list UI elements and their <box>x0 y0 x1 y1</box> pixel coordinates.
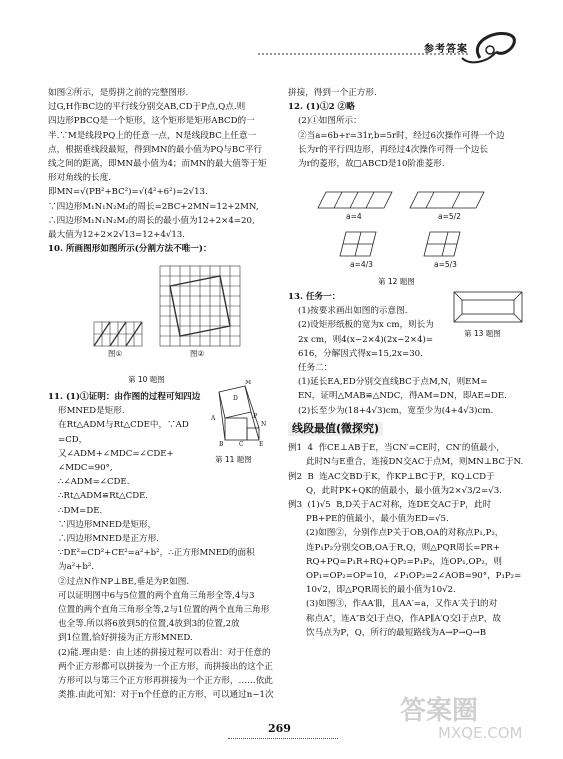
example-line: 例2 B 连AC交BD于K，作KP⊥BC于P，KQ⊥CD于 <box>288 471 495 482</box>
figure-label: a=5/2 <box>438 212 461 221</box>
svg-text:B: B <box>219 441 224 448</box>
text-line: ∵DE²=CD²+CE²=a²+b²，∴正方形MNED的面积 <box>58 548 255 559</box>
parallelogram-figure-icon <box>300 172 500 276</box>
figure-13 <box>450 288 530 342</box>
text-line: (2)①如图所示： <box>298 116 362 127</box>
text-line: (1)按要求画出如图的示意图. <box>298 306 408 317</box>
example-line: 此时N与E重合，连接DN交AC于点M，则MN⊥BC于N. <box>306 457 524 468</box>
svg-text:M: M <box>245 380 252 386</box>
text-line: ②过点N作NP⊥BE,垂足为P.如图. <box>58 576 190 587</box>
figure-label: a=5/3 <box>434 260 457 269</box>
figure-12-caption: 第 12 题图 <box>378 277 415 286</box>
example-line: (3)如图③，作AA′∥l，且AA′=a，又作A′关于l的对 <box>306 599 498 610</box>
text-line: 方形可以与第三个正方形再拼接为一个正方形，……依此 <box>58 676 273 687</box>
left-column <box>48 86 284 256</box>
text-line: 13. 任务一： <box>288 292 341 302</box>
text-line: 点，根据垂线段最短，得到MN的最小值为PQ与BC平行 <box>48 144 263 155</box>
svg-text:N: N <box>261 421 267 428</box>
example-line: 连P₁P₂分别交OB,OA于R,Q，则△PQR周长=PR+ <box>306 542 500 553</box>
example-line: Q，此时PK+QK的值最小，最小值为2×√3/2=√3. <box>306 485 502 496</box>
header-decoration-icon <box>0 0 563 72</box>
svg-text:A: A <box>211 415 216 422</box>
text-line: 可以证明图中6与5位置的两个直角三角形全等,4与3 <box>58 590 255 601</box>
text-line: 任务二： <box>298 363 333 374</box>
svg-text:D: D <box>233 395 238 402</box>
text-line: 到1位置,恰好拼接为正方形MNED. <box>58 633 193 644</box>
watermark-url: MXQE.COM <box>438 724 523 742</box>
text-line: 在Rt△ADM与Rt△CDE中，∵AD <box>58 420 189 431</box>
text-line: 2x cm，则4(x−2×4)(2x−2×4)= <box>298 334 434 345</box>
text-line: 最大值为12+2×2√13=12+4√13. <box>48 230 186 241</box>
figure-10 <box>90 262 290 372</box>
figure-10-caption: 第 10 题图 <box>128 375 165 384</box>
figure-11 <box>205 380 285 464</box>
text-line: 形对角线的长度. <box>48 173 111 184</box>
text-line: 12. (1)①2 ②略 <box>288 102 355 113</box>
text-line: 即MN=√(PB²+BC²)=√(4²+6²)=2√13. <box>48 187 208 198</box>
text-line: (1)延长EA,ED分别交直线BC于点M,N，则EM= <box>298 377 488 388</box>
section-title: 线段最值(微探究) <box>288 422 383 436</box>
page-number: 269 <box>268 722 291 735</box>
text-line: ∴四边形M₁N₁N₂M₂的周长的最小值为12+2×4=20, <box>48 215 255 226</box>
text-line: ∵四边形M₁N₁N₂M₂的周长=2BC+2MN=12+2MN, <box>48 201 259 212</box>
page-header <box>0 0 563 72</box>
text-line: ∴DM=DE. <box>58 505 103 516</box>
text-line: 线之间的距离，即MN最小值为4；而MN的最大值等于矩 <box>48 159 267 170</box>
example-line: PB+PE的值最小，最小值为ED=√5. <box>306 514 449 525</box>
svg-text:C: C <box>239 441 244 448</box>
text-line: 位置的两个直角三角形全等,2与1位置的两个直角三角形 <box>58 605 270 616</box>
example-line: OP₁=OP₂=OP=10，∠P₁OP₂=2∠AOB=90°，P₁P₂= <box>306 571 522 582</box>
svg-text:E: E <box>259 441 264 448</box>
right-column <box>288 86 524 171</box>
figure-label: a=4 <box>346 212 362 221</box>
figure-label: 图① <box>108 349 123 358</box>
section-segment-extremum <box>288 422 528 640</box>
example-line: RQ+PQ=P₁R+RQ+QP₂=P₁P₂，连OP₁,OP₂，则 <box>306 556 502 567</box>
example-line: 例1 4 作CE⊥AB于E，当CN′=CE时，CN′的值最小， <box>288 443 505 454</box>
text-line: 11. (1)①证明：由作图的过程可知四边 <box>48 392 201 402</box>
text-line: 类推.由此可知：对于n个任意的正方形，可以通过n−1次 <box>58 690 274 701</box>
text-line: ∴Rt△ADM≌Rt△CDE. <box>58 491 149 502</box>
text-line: (2)设矩形纸板的宽为x cm，则长为 <box>298 320 434 331</box>
example-line: 10√2，即△PQR周长的最小值为10√2. <box>306 585 456 596</box>
text-line: ∴四边形MNED是正方形. <box>58 534 159 545</box>
example-line: 饮马点为P，Q，所行的最短路线为A→P→Q→B <box>306 627 487 638</box>
text-line: 为a²+b². <box>58 562 95 573</box>
example-line: 称点A″，连A″B交l于点Q，作AP∥A′Q交l于点P，故 <box>306 613 501 624</box>
box-net-figure-icon <box>450 288 530 328</box>
text-line: 过G,H作BC边的平行线分别交AB,CD于P点,Q点.则 <box>48 102 246 113</box>
text-line: =CD， <box>58 434 88 445</box>
text-line: 半.∵M是线段PQ上的任意一点，N是线段BC上任意一 <box>48 130 257 141</box>
text-line: 为r的菱形，故□ABCD是10阶准菱形. <box>298 159 445 170</box>
square-figure-icon <box>205 380 285 452</box>
text-line: 四边形PBCQ是一个矩形，这个矩形是矩形ABCD的一 <box>48 116 255 127</box>
text-line: ∴∠ADM=∠CDE. <box>58 477 130 488</box>
text-line: ∵四边形MNED是矩形， <box>58 519 157 530</box>
text-line: 两个正方形都可以拼接为一个正方形，而拼接出的这个正 <box>58 661 273 672</box>
text-line: ②当a=6b+r=31r,b=5r时，经过6次操作可得一个边 <box>298 130 505 141</box>
header-title: 参考答案 <box>424 44 468 55</box>
text-line: 616，分解因式得x=15,2x=30. <box>298 348 423 359</box>
svg-text:P: P <box>253 413 258 420</box>
watermark: 答案圈 <box>400 696 479 726</box>
text-line: 如图②所示，是剪拼之前的完整图形. <box>48 88 189 98</box>
text-line: ∠MDC=90°, <box>58 463 113 474</box>
text-line: 又∠ADM+∠MDC=∠CDE+ <box>58 448 174 459</box>
text-line: 拼接，得到一个正方形. <box>288 88 377 98</box>
figure-12 <box>300 172 500 284</box>
text-line: (2)长至少为(18+4√3)cm，宽至少为(4+4√3)cm. <box>298 405 494 416</box>
text-line: 也全等.所以将6放到5的位置,4放到3的位置,2放 <box>58 619 240 630</box>
grid-figure-icon <box>90 262 290 362</box>
figure-label: 图② <box>190 349 205 358</box>
text-line: 长为r的平行四边形，再经过4次操作可得一个边长 <box>298 144 489 155</box>
text-line: EN，证明△MAB≌△NDC，得AM=DN，即AE=DE. <box>298 391 507 402</box>
text-line: 形MNED是矩形. <box>58 406 125 417</box>
figure-13-caption: 第 13 题图 <box>464 329 501 338</box>
text-line: (2)能.理由是：由上述的拼接过程可以看出：对于任意的 <box>58 647 271 658</box>
question-10: 10. 所画图形如图所示(分割方法不唯一)： <box>48 244 212 255</box>
figure-label: a=4/3 <box>350 260 373 269</box>
example-line: (2)如图②，分别作点P关于OB,OA的对称点P₁,P₂， <box>306 528 504 539</box>
footer-divider <box>228 738 338 739</box>
figure-11-caption: 第 11 题图 <box>215 455 252 464</box>
example-line: 例3 (1)√5 B,D关于AC对称，连DE交AC于P，此时 <box>288 500 492 511</box>
